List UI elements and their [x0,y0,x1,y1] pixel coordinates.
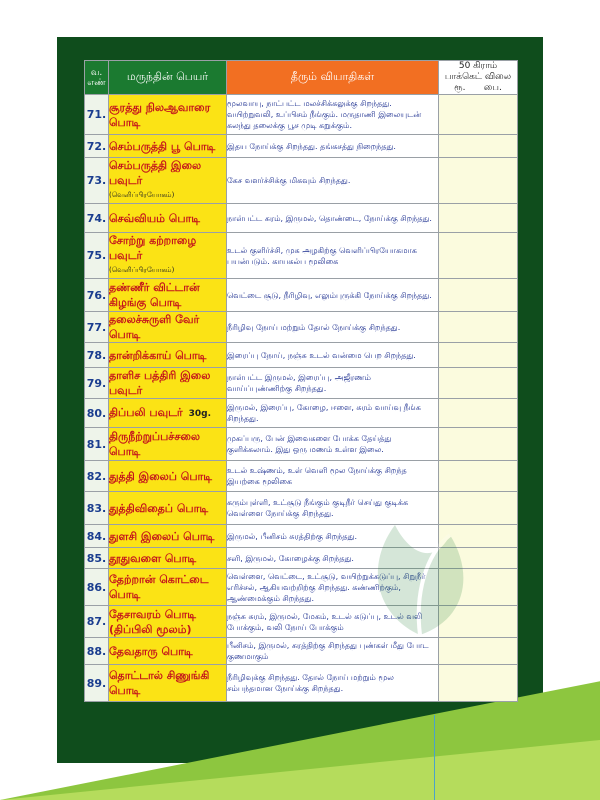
medicine-name: தேவதாரு பொடி [109,644,193,658]
ailments-cell: இரைப்பு நோய், நஞ்சு உடல் வன்மை பெற சிறந்தது. [227,343,439,368]
medicine-name: திப்பலி பவுடர் [109,405,183,419]
medicine-name-cell [109,638,227,665]
medicine-name-cell [109,135,227,158]
ailments-cell: நாள்பட்ட சுரம், இருமல், தொண்டை, நோய்க்கு சிறந்தது. [227,204,439,233]
serial-no: 76. [85,279,109,312]
medicine-name-cell [109,95,227,135]
serial-no: 81. [85,428,109,461]
medicine-name: செம்பருத்தி பூ பொடி [109,139,216,153]
medicine-name: தாளிச பத்திரி இலை பவுடர் [109,369,211,397]
table-row [85,204,518,233]
header-price-line1: 50 கிராம் [458,61,498,71]
price-cell [439,135,518,158]
medicine-name-cell [109,399,227,428]
serial-no: 86. [85,569,109,606]
header-price-line2: பாக்கெட் விலை [444,72,512,82]
leaf-watermark-icon [355,495,485,645]
price-cell [439,461,518,492]
table-row [85,233,518,279]
table-row [85,665,518,702]
medicine-name-cell [109,233,227,279]
serial-no: 82. [85,461,109,492]
serial-no: 72. [85,135,109,158]
serial-no: 71. [85,95,109,135]
medicine-name-cell [109,158,227,204]
medicine-name-cell [109,204,227,233]
serial-no: 78. [85,343,109,368]
medicine-name-cell [109,312,227,343]
ailments-cell: உடல் உஷ்ணம், உள் வெளி மூல நோய்க்கு சிறந்த இயற்கை மூலிகை [227,461,439,492]
serial-no: 77. [85,312,109,343]
serial-no: 80. [85,399,109,428]
header-price-paise: பை. [483,83,502,93]
medicine-name: சோற்று கற்றாழை பவுடர் [109,234,197,262]
medicine-usage-note: (திப்பிலி மூலம்) [109,622,192,636]
header-ailments: தீரும் வியாதிகள் [227,61,439,95]
medicine-name: தண்ணீர் விட்டான் கிழங்கு பொடி [109,281,200,309]
ailments-cell: கேச வளர்ச்சிக்கு மிகவும் சிறந்தது. [227,158,439,204]
table-row [85,312,518,343]
ailments-cell: நீரிழிவு நோய் மற்றும் தோல் நோய்க்கு சிறந்தது. [227,312,439,343]
header-medicine-name: மருந்தின் பெயர் [109,61,227,95]
table-row [85,158,518,204]
ailments-cell: பீனிசம், இருமல், சுரத்திற்கு சிறந்தது புண்கள் மீது போட குணமாகும் [227,638,439,665]
serial-no: 75. [85,233,109,279]
table-row [85,135,518,158]
ailments-cell: நாள்பட்ட இருமல், இரைப்பு, அஜீரணம் வாய்ப்புண்ணிற்கு சிறந்தது. [227,368,439,399]
medicine-name: செம்பருத்தி இலை பவுடர் [109,159,202,187]
medicine-name-cell [109,525,227,548]
medicine-name-cell [109,428,227,461]
ailments-cell: இருமல், இரைப்பு, கோழை, ஈளை, சுரம் வாய்வு நீங்க சிறந்தது. [227,399,439,428]
medicine-name-cell [109,492,227,525]
medicine-usage-note: (வெளிப்பிரயோகம்) [109,191,175,199]
medicine-name-cell [109,368,227,399]
table-row [85,95,518,135]
serial-no: 88. [85,638,109,665]
price-cell [439,312,518,343]
ailments-cell: நஞ்சு சுரம், இருமல், மேகம், உடல் கடுப்பு, உடல் வலி போக்கும், வலி நோய் போக்கும் [227,606,439,638]
price-cell [439,343,518,368]
medicine-name: தேசாவரம் பொடி [109,607,196,621]
price-cell [439,428,518,461]
table-row [85,343,518,368]
serial-no: 83. [85,492,109,525]
medicine-name: தான்றிக்காய் பொடி [109,348,207,362]
ailments-cell: இதய நோய்க்கு சிறந்தது. தங்கசத்து நிறைந்தது. [227,135,439,158]
price-cell [439,233,518,279]
serial-no: 73. [85,158,109,204]
table-row [85,399,518,428]
header-serial-no: வ. எண் [85,61,109,95]
medicine-name: தூதுவளை பொடி [109,551,197,565]
ailments-cell: முகப்பரு, பேன் இவைகளை போக்க தேய்த்து குளிக்கலாம். இது ஒரு மணம் உள்ள இலை. [227,428,439,461]
ailments-cell: நீரிழிவுக்கு சிறந்தது. தோல் நோய் மற்றும் மூல சம்பந்தமான நோய்க்கு சிறந்தது. [227,665,439,702]
table-row [85,279,518,312]
medicine-name-cell [109,569,227,606]
ailments-cell: இருமல், பீனிசம் சுரத்திற்கு சிறந்தது. [227,525,439,548]
medicine-name-cell [109,665,227,702]
medicine-name: துளசி இலைப் பொடி [109,529,215,543]
medicine-usage-note: (வெளிப்பிரயோகம்) [109,266,175,274]
medicine-name: திருநீற்றுப்பச்சலை பொடி [109,430,201,458]
medicine-name: செவ்வியம் பொடி [109,211,201,225]
table-row [85,461,518,492]
serial-no: 74. [85,204,109,233]
ailments-cell: உடல் குளிர்ச்சி, முக அழகிற்கு வெளிப்பிரயோகமாக பயன்படும். காயகல்ப மூலிகை [227,233,439,279]
medicine-name: துத்திவிதைப் பொடி [109,501,209,515]
pack-amount: 30g. [188,408,212,419]
medicine-name-cell [109,548,227,569]
medicine-name-cell [109,461,227,492]
trim-line [434,715,435,800]
serial-no: 79. [85,368,109,399]
price-cell [439,279,518,312]
serial-no: 84. [85,525,109,548]
medicine-name: சூரத்து நிலஆவாரை பொடி [109,100,211,129]
ailments-cell: சளி, இருமல், கோழைக்கு சிறந்தது. [227,548,439,569]
price-cell [439,158,518,204]
price-cell [439,368,518,399]
serial-no: 85. [85,548,109,569]
header-price [439,61,518,95]
header-price-rupees: ரூ. [454,83,466,93]
ailments-cell: கரும்புள்ளி, உட்சூடு நீங்கும் குடிநீர் செய்து குடிக்க வெள்ளை நோய்க்கு சிறந்தது. [227,492,439,525]
price-cell [439,399,518,428]
table-row [85,368,518,399]
medicine-name: தலைச்சுருளி வேர் பொடி [109,313,200,341]
ailments-cell: வெள்ளை, வெட்டை, உட்சூடு, வயிற்றுக்கடுப்பு, சிறுநீர் எரிச்சல், ஆகியவற்றிற்கு சிறந்தது. கண்ணிற்கும், ஆண்மைக்கும் சிறந்தது. [227,569,439,606]
ailments-cell: வெட்டை சூடு, நீரிழிவு, எலும்புருக்கி நோய்க்கு சிறந்தது. [227,279,439,312]
medicine-name-cell [109,343,227,368]
serial-no: 89. [85,665,109,702]
medicine-name-cell [109,606,227,638]
medicine-name: தொட்டால் சிணுங்கி பொடி [109,669,210,697]
table-header-row [85,61,518,95]
ailments-cell: மூலவாயு, நாட்பட்ட மலச்சிக்கலுக்கு சிறந்தது. வயிற்றுவலி, உப்பிசம் நீங்கும். மருதாணி இலையுடன் கலந்து தலைக்கு பூச முடி கறுக்கும். [227,95,439,135]
medicine-name-cell [109,279,227,312]
medicine-name: துத்தி இலைப் பொடி [109,469,213,483]
table-row [85,428,518,461]
price-cell [439,204,518,233]
serial-no: 87. [85,606,109,638]
medicine-name: தேற்றான் கொட்டை பொடி [109,573,209,601]
price-cell [439,95,518,135]
price-cell [439,665,518,702]
